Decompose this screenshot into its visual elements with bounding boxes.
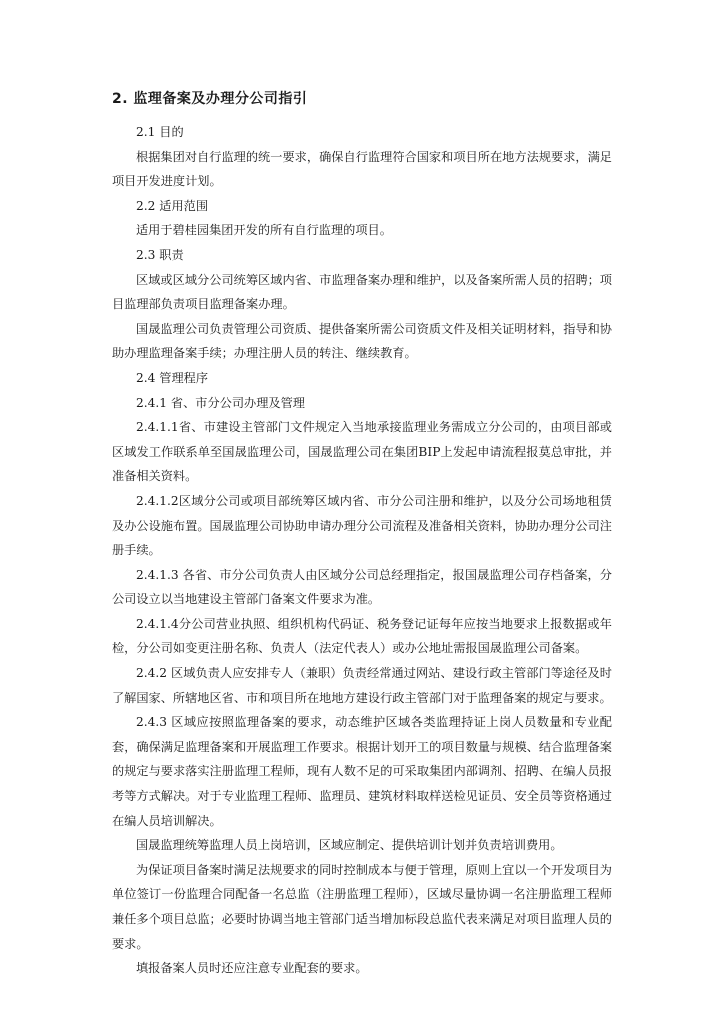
paragraph-2-4-3: 2.4.3 区域应按照监理备案的要求，动态维护区域各类监理持证上岗人员数量和专业配套，确保满足监理备案和开展监理工作要求。根据计划开工的项目数量与规模、结合监理备案的规定与要求落实注册监理工程师，现有人数不足的可采取集团内部调剂、招聘、在编人员报考等方式解决。对于专业监理工程师、监理员、建筑材料取样送检见证员、安全员等资格通过在编人员培训解决。 — [112, 715, 612, 828]
paragraph-2-4-2: 2.4.2 区域负责人应安排专人（兼职）负责经常通过网站、建设行政主管部门等途径及时了解国家、所辖地区省、市和项目所在地地方建设行政主管部门对于监理备案的规定与要求。 — [112, 666, 612, 705]
subsection-title-duties: 2.3 职责 — [136, 247, 184, 262]
subsection-title-scope: 2.2 适用范围 — [136, 198, 209, 213]
paragraph-purpose: 根据集团对自行监理的统一要求，确保自行监理符合国家和项目所在地方法规要求，满足项目开发进度计划。 — [112, 149, 612, 189]
paragraph-contract: 为保证项目备案时满足法规要求的同时控制成本与便于管理，原则上宜以一个开发项目为单位签订一份监理合同配备一名总监（注册监理工程师），区域尽量协调一名注册监理工程师兼任多个项目总监；必要时协调当地主管部门适当增加标段总监代表来满足对项目监理人员的要求。 — [112, 862, 612, 951]
subsection-title-procedure: 2.4 管理程序 — [136, 370, 209, 385]
subsection-title-branch: 2.4.1 省、市分公司办理及管理 — [136, 395, 305, 410]
section-body — [112, 120, 612, 981]
section-heading: 2. 监理备案及办理分公司指引 — [112, 91, 308, 107]
paragraph-duties-region: 区域或区域分公司统筹区域内省、市监理备案办理和维护，以及备案所需人员的招聘；项目监理部负责项目监理备案办理。 — [112, 272, 612, 312]
paragraph-duties-company: 国晟监理公司负责管理公司资质、提供备案所需公司资质文件及相关证明材料，指导和协助办理监理备案手续；办理注册人员的转注、继续教育。 — [112, 321, 612, 361]
paragraph-2-4-1-4: 2.4.1.4分公司营业执照、组织机构代码证、税务登记证每年应按当地要求上报数据或年检，分公司如变更注册名称、负责人（法定代表人）或办公地址需报国晟监理公司备案。 — [112, 616, 612, 656]
subsection-title-purpose: 2.1 目的 — [136, 125, 184, 139]
paragraph-2-4-1-3: 2.4.1.3 各省、市分公司负责人由区域分公司总经理指定，报国晟监理公司存档备案，分公司设立以当地建设主管部门备案文件要求为准。 — [112, 567, 612, 607]
paragraph-note: 填报备案人员时还应注意专业配套的要求。 — [136, 961, 368, 976]
paragraph-2-4-1-2: 2.4.1.2区域分公司或项目部统筹区域内省、市分公司注册和维护，以及分公司场地租赁及办公设施布置。国晟监理公司协助申请办理分公司流程及准备相关资料，协助办理分公司注册手续。 — [112, 493, 612, 558]
paragraph-training: 国晟监理统筹监理人员上岗培训，区域应制定、提供培训计划并负责培训费用。 — [136, 838, 563, 853]
paragraph-2-4-1-1: 2.4.1.1省、市建设主管部门文件规定入当地承接监理业务需成立分公司的，由项目部或区域发工作联系单至国晟监理公司，国晟监理公司在集团BIP上发起申请流程报莫总审批，并准备相关资料。 — [112, 420, 612, 484]
paragraph-scope: 适用于碧桂园集团开发的所有自行监理的项目。 — [136, 223, 392, 238]
